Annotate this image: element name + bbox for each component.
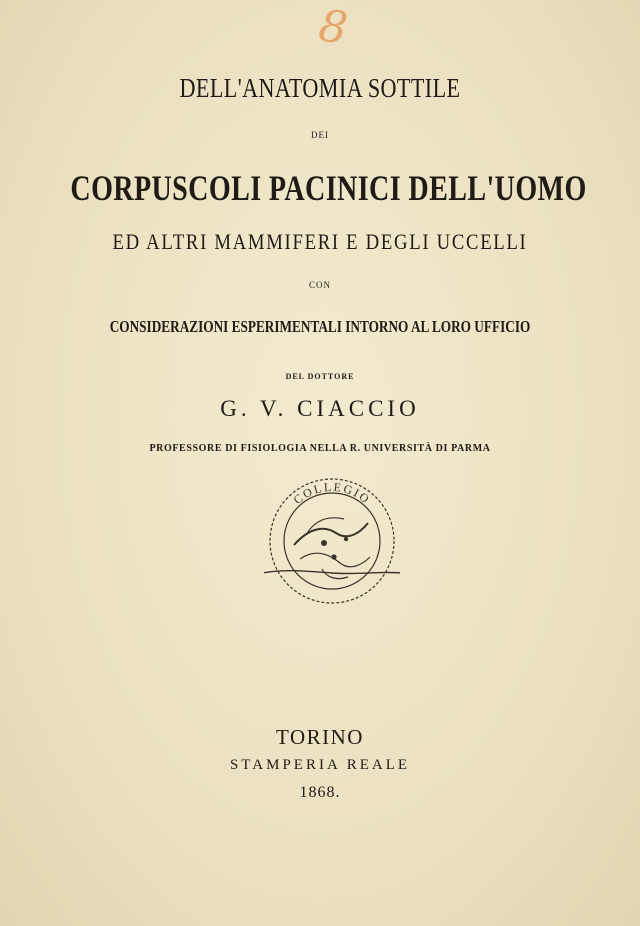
author-prefix: DEL DOTTORE bbox=[285, 372, 355, 381]
author-affiliation: PROFESSORE DI FISIOLOGIA NELLA R. UNIVERSITÀ DI PARMA bbox=[149, 443, 491, 454]
imprint-printer: STAMPERIA REALE bbox=[229, 757, 411, 773]
library-seal-icon bbox=[264, 473, 400, 609]
title-line-2: CORPUSCOLI PACINICI DELL'UOMO bbox=[70, 168, 587, 208]
stamp-text: COLLEGIO bbox=[290, 479, 374, 507]
svg-text:COLLEGIO bbox=[291, 480, 374, 507]
title-line-3: ED ALTRI MAMMIFERI E DEGLI UCCELLI bbox=[112, 229, 528, 254]
title-line-1: DELL'ANATOMIA SOTTILE bbox=[179, 73, 461, 103]
imprint-city: TORINO bbox=[276, 725, 364, 749]
author-name: G. V. CIACCIO bbox=[220, 396, 420, 421]
title-connector-dei: DEI bbox=[311, 130, 329, 140]
title-line-4: CONSIDERAZIONI ESPERIMENTALI INTORNO AL LORO UFFICIO bbox=[109, 317, 531, 336]
title-connector-con: CON bbox=[308, 280, 331, 290]
pencil-annotation: 8 bbox=[315, 0, 351, 55]
imprint-year: 1868. bbox=[299, 784, 341, 801]
